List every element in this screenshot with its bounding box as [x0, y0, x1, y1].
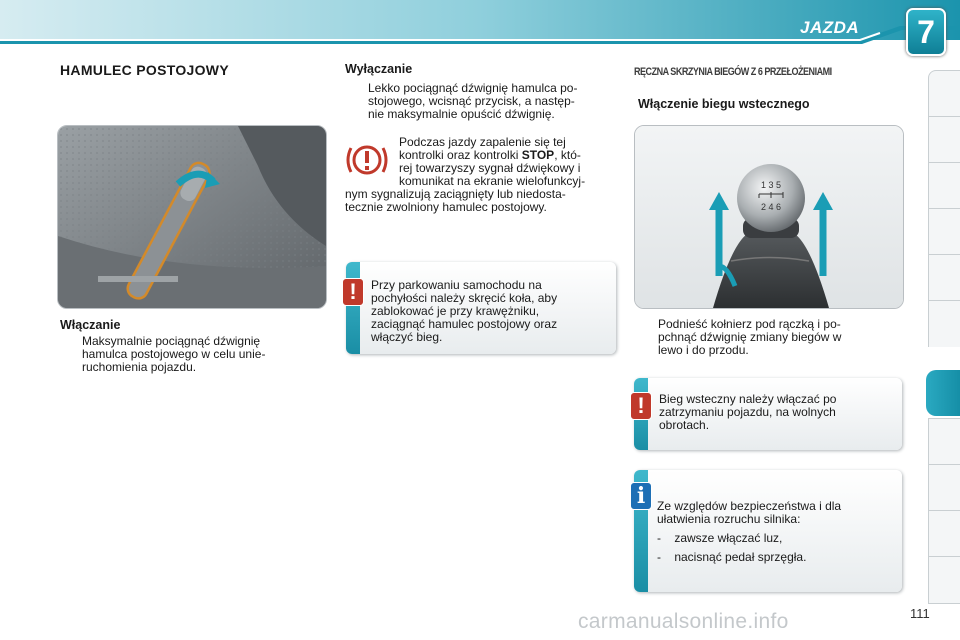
side-tab[interactable] — [928, 116, 960, 163]
watermark: carmanualsonline.info — [578, 610, 789, 633]
side-tab[interactable] — [928, 556, 960, 604]
reverse-warning-line: Bieg wsteczny należy włączać po — [659, 392, 837, 406]
side-tab-active[interactable] — [926, 370, 960, 416]
gear-lever-photo — [634, 125, 904, 309]
apply-heading: Włączanie — [60, 318, 121, 332]
reverse-line: pchnąć dźwignię zmiany biegów w — [658, 330, 842, 344]
warning-line: zablokować je przy krawężniku, — [371, 304, 540, 318]
info-line: Ze względów bezpieczeństwa i dla — [657, 499, 842, 513]
note-accent-bar — [346, 262, 360, 354]
info-icon: i — [630, 482, 652, 510]
warning-exclamation-icon: ! — [342, 278, 364, 306]
alert-line: tecznie zwolniony hamulec postojowy. — [345, 200, 547, 214]
section-title-parking-brake: HAMULEC POSTOJOWY — [60, 62, 229, 78]
info-line: ułatwienia rozruchu silnika: — [657, 512, 801, 526]
warning-line: pochyłości należy skręcić koła, aby — [371, 291, 558, 305]
chapter-title: JAZDA — [800, 18, 860, 37]
reverse-warning-line: zatrzymaniu pojazdu, na wolnych — [659, 405, 836, 419]
warning-line: zaciągnąć hamulec postojowy oraz — [371, 317, 558, 331]
release-line: nie maksymalnie opuścić dźwignię. — [368, 107, 555, 121]
knob-label-bottom: 2 4 6 — [760, 202, 782, 212]
release-line: Lekko pociągnąć dźwignię hamulca po- — [368, 81, 578, 95]
alert-line: rej towarzyszy sygnał dźwiękowy i — [399, 161, 581, 175]
parking-brake-photo — [57, 125, 327, 309]
warning-exclamation-icon: ! — [630, 392, 652, 420]
stop-keyword: STOP — [521, 148, 555, 162]
apply-line: Maksymalnie pociągnąć dźwignię — [82, 334, 261, 348]
alert-line: komunikat na ekranie wielofunkcyj- — [399, 174, 586, 188]
section-title-gearbox: RĘCZNA SKRZYNIA BIEGÓW Z 6 PRZEŁOŻENIAMI — [634, 66, 832, 78]
knob-label-top: 1 3 5 — [760, 180, 782, 190]
side-tab[interactable] — [928, 464, 960, 511]
warning-line: włączyć bieg. — [371, 330, 443, 344]
chapter-number-badge: 7 — [906, 8, 946, 56]
alert-line: Podczas jazdy zapalenie się tej — [399, 135, 566, 149]
reverse-warning-line: obrotach. — [659, 418, 710, 432]
reverse-line: Podnieść kołnierz pod rączką i po- — [658, 317, 841, 331]
info-list-item: - zawsze włączać luz, — [657, 531, 783, 545]
side-tab[interactable] — [928, 300, 960, 347]
apply-line: hamulca postojowego w celu unie- — [82, 347, 266, 361]
release-heading: Wyłączanie — [345, 62, 413, 76]
page-number: 111 — [910, 606, 930, 621]
alert-line: nym sygnalizują zaciągnięty lub niedosta- — [345, 187, 566, 201]
info-list-item: - nacisnąć pedał sprzęgła. — [657, 550, 807, 564]
alert-line: , któ- — [554, 148, 581, 162]
release-line: stojowego, wcisnąć przycisk, a następ- — [368, 94, 575, 108]
alert-line: kontrolki oraz kontrolki — [399, 148, 522, 162]
side-tab[interactable] — [928, 208, 960, 255]
side-tab[interactable] — [928, 70, 960, 117]
reverse-line: lewo i do przodu. — [658, 343, 749, 357]
brake-warning-lamp-icon — [345, 140, 389, 180]
side-tab[interactable] — [928, 162, 960, 209]
apply-line: ruchomienia pojazdu. — [82, 360, 197, 374]
reverse-gear-subtitle: Włączenie biegu wstecznego — [638, 97, 810, 111]
side-tab[interactable] — [928, 418, 960, 465]
side-tab[interactable] — [928, 510, 960, 557]
warning-line: Przy parkowaniu samochodu na — [371, 278, 542, 292]
side-tab[interactable] — [928, 254, 960, 301]
